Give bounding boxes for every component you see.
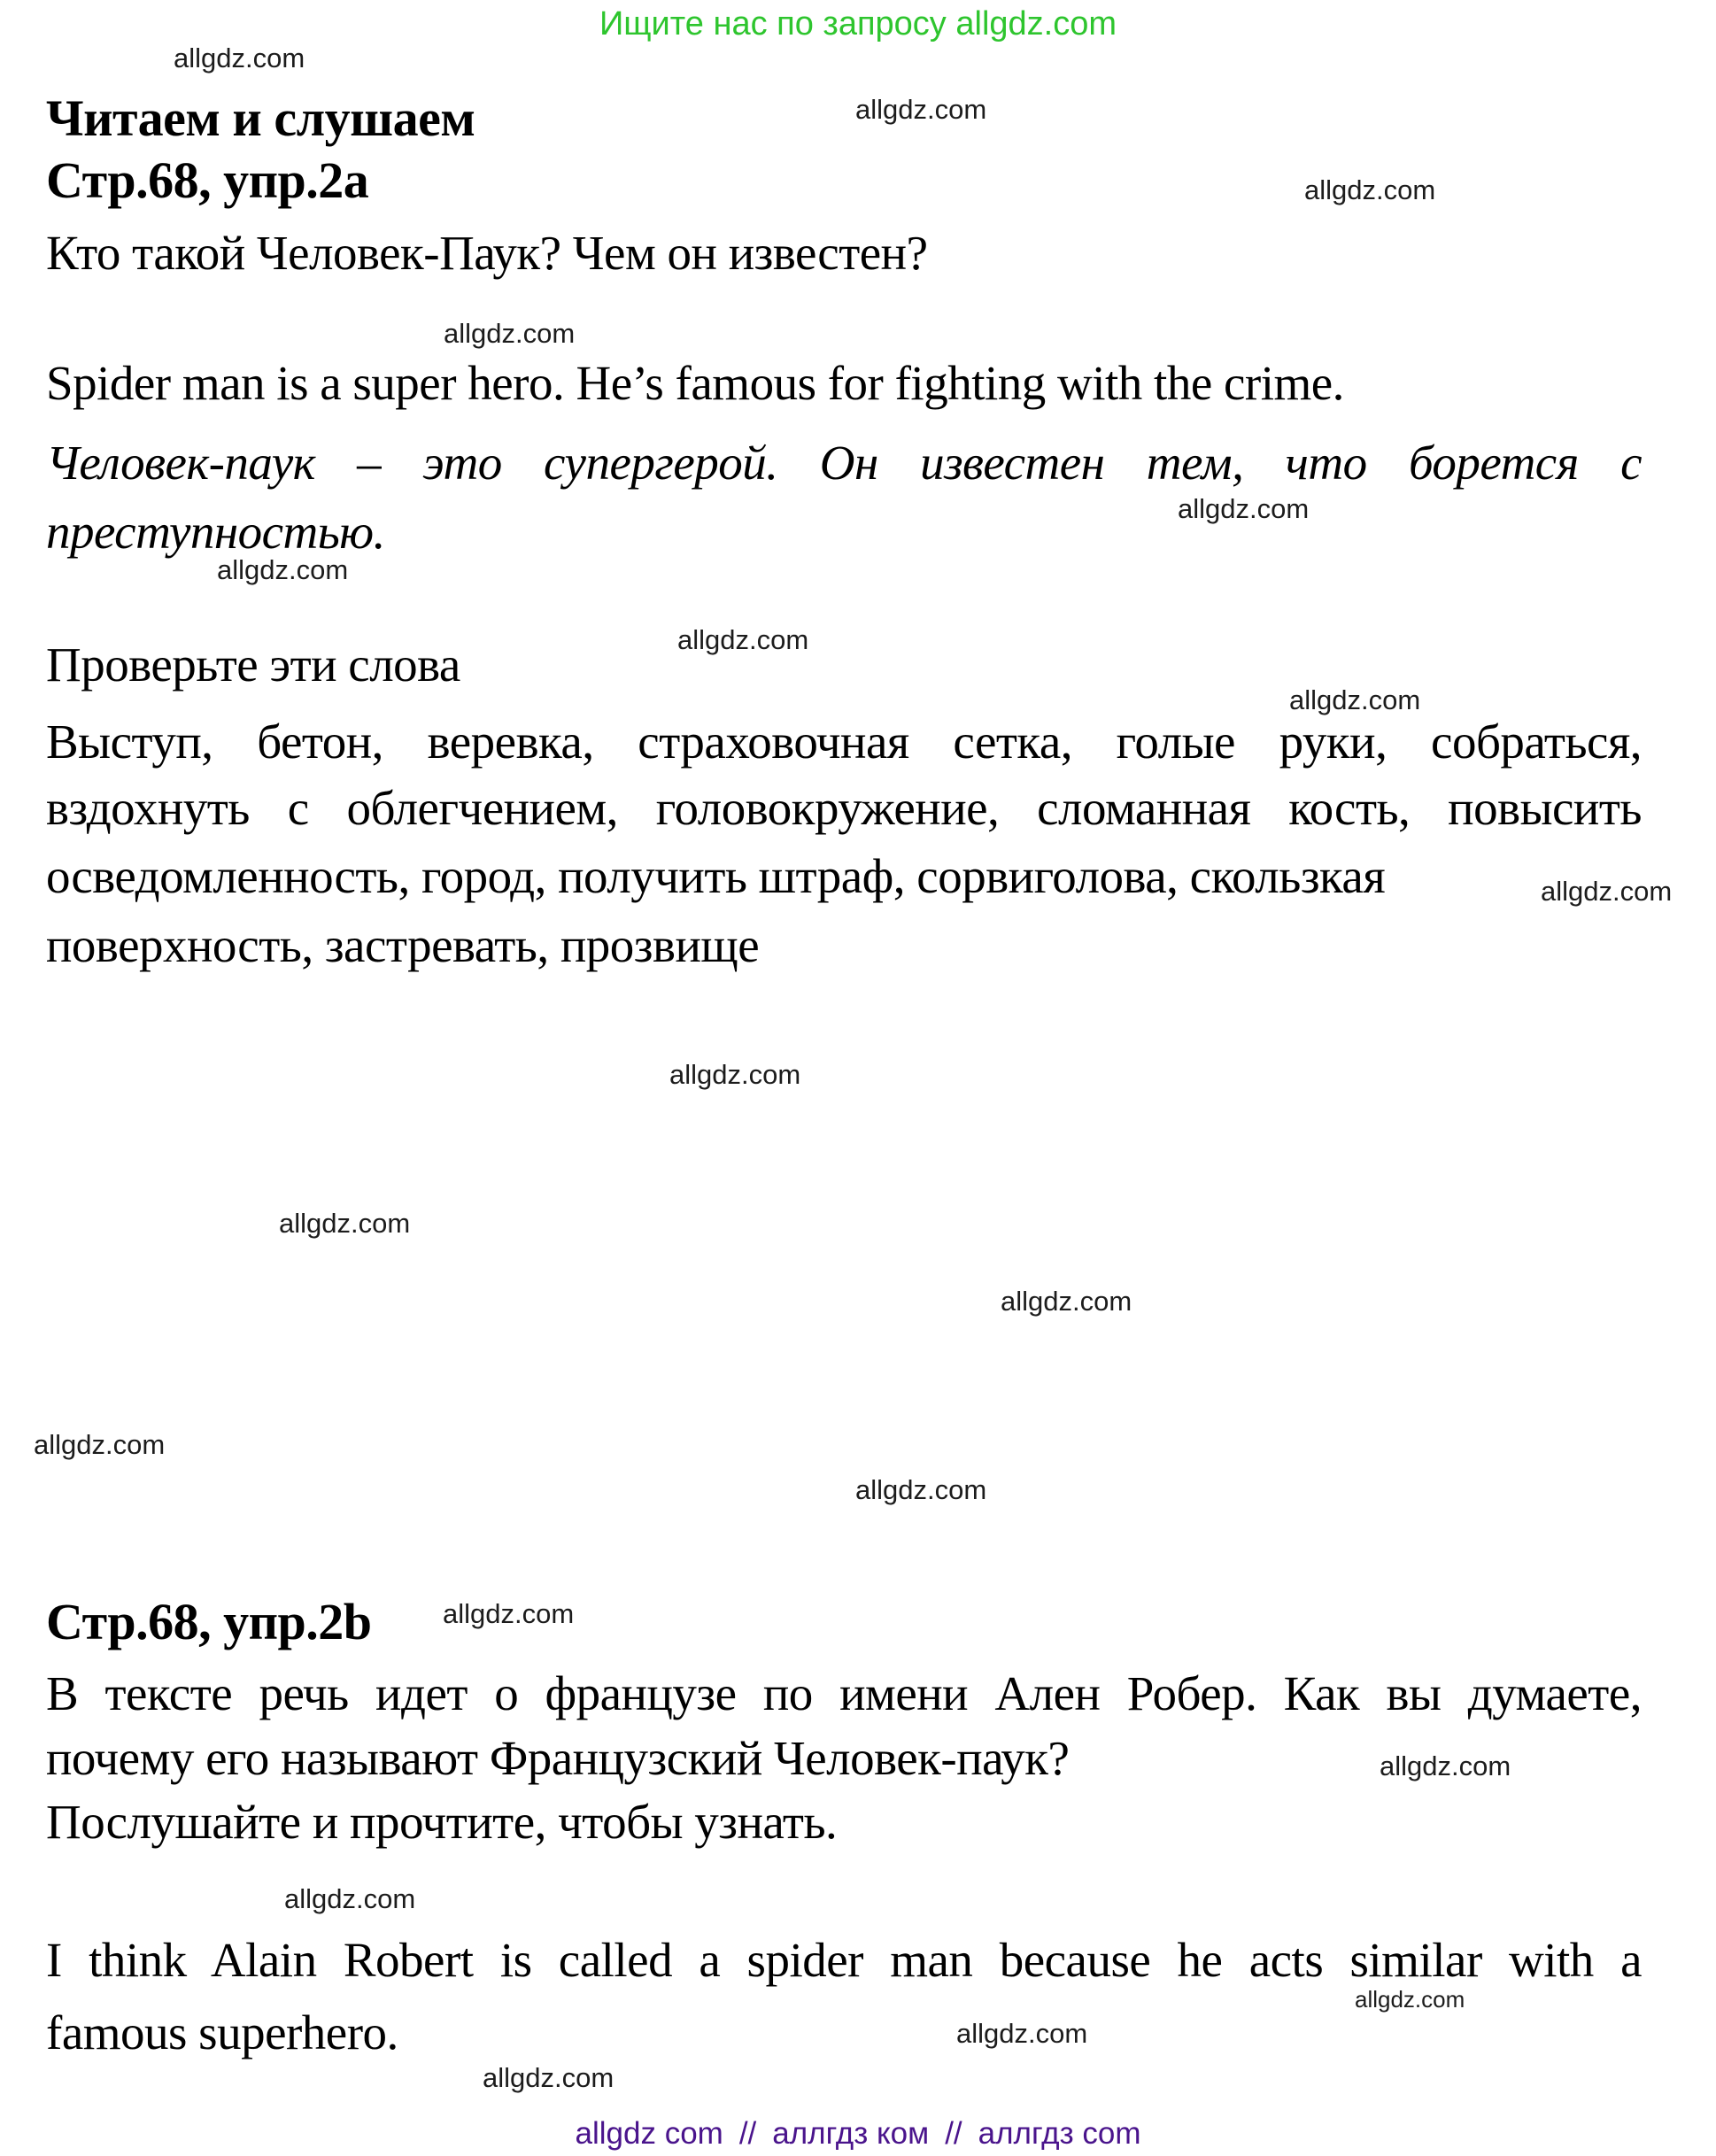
footer-site-name: allgdz com <box>575 2116 723 2151</box>
watermark: allgdz.com <box>174 43 305 73</box>
watermark: allgdz.com <box>855 94 987 125</box>
footer-separator: // <box>945 2116 962 2151</box>
section-title: Читаем и слушаем <box>46 89 475 147</box>
vocab-title: Проверьте эти слова <box>46 638 460 692</box>
watermark: allgdz.com <box>1178 493 1310 524</box>
watermark: allgdz.com <box>443 1598 575 1629</box>
footer-links <box>0 2116 1716 2152</box>
footer-separator: // <box>738 2116 757 2151</box>
watermark: allgdz.com <box>444 318 576 349</box>
watermark: allgdz.com <box>1355 1986 1465 2013</box>
exercise-2b-answer-line: famous superhero. <box>46 2005 398 2059</box>
exercise-2a-heading: Стр.68, упр.2a <box>46 151 369 209</box>
watermark: allgdz.com <box>1304 174 1436 205</box>
watermark: allgdz.com <box>34 1429 166 1460</box>
vocab-line: осведомленность, город, получить штраф, сорвиголова, скользкая <box>46 849 1386 903</box>
exercise-2a-answer-russian-line-2: преступностью. <box>46 505 385 559</box>
vocab-line: Выступ, бетон, веревка, страховочная сетка, голые руки, собраться, <box>46 715 1642 769</box>
exercise-2a-answer-english: Spider man is a super hero. He’s famous for fighting with the crime. <box>46 356 1344 410</box>
exercise-2b-answer-line: I think Alain Robert is called a spider man because he acts similar with a <box>46 1933 1642 1987</box>
footer-site-name: аллгдз ком <box>772 2116 930 2151</box>
watermark: allgdz.com <box>956 2018 1088 2049</box>
watermark: allgdz.com <box>284 1883 416 1914</box>
vocab-line: вздохнуть с облегчением, головокружение, сломанная кость, повысить <box>46 781 1642 835</box>
vocab-line: поверхность, застревать, прозвище <box>46 918 760 972</box>
watermark: allgdz.com <box>669 1059 801 1090</box>
watermark: allgdz.com <box>1541 876 1673 907</box>
exercise-2a-question: Кто такой Человек-Паук? Чем он известен? <box>46 226 928 280</box>
exercise-2b-task-line: В тексте речь идет о французе по имени Ален Робер. Как вы думаете, <box>46 1666 1642 1720</box>
exercise-2b-task-line: почему его называют Французский Человек-паук? <box>46 1731 1070 1785</box>
watermark: allgdz.com <box>217 554 349 585</box>
watermark: allgdz.com <box>279 1208 411 1239</box>
watermark: allgdz.com <box>677 624 809 655</box>
watermark: allgdz.com <box>483 2062 615 2093</box>
promo-banner: Ищите нас по запросу allgdz.com <box>599 5 1117 43</box>
watermark: allgdz.com <box>855 1474 987 1505</box>
watermark: allgdz.com <box>1380 1750 1511 1781</box>
watermark: allgdz.com <box>1289 684 1421 715</box>
exercise-2b-task-line: Послушайте и прочтите, чтобы узнать. <box>46 1795 838 1849</box>
exercise-2b-heading: Стр.68, упр.2b <box>46 1593 372 1650</box>
watermark: allgdz.com <box>1001 1286 1132 1317</box>
footer-site-name: аллгдз com <box>978 2116 1141 2151</box>
exercise-2a-answer-russian-line-1: Человек-паук – это супергерой. Он известен тем, что борется с <box>46 436 1642 490</box>
